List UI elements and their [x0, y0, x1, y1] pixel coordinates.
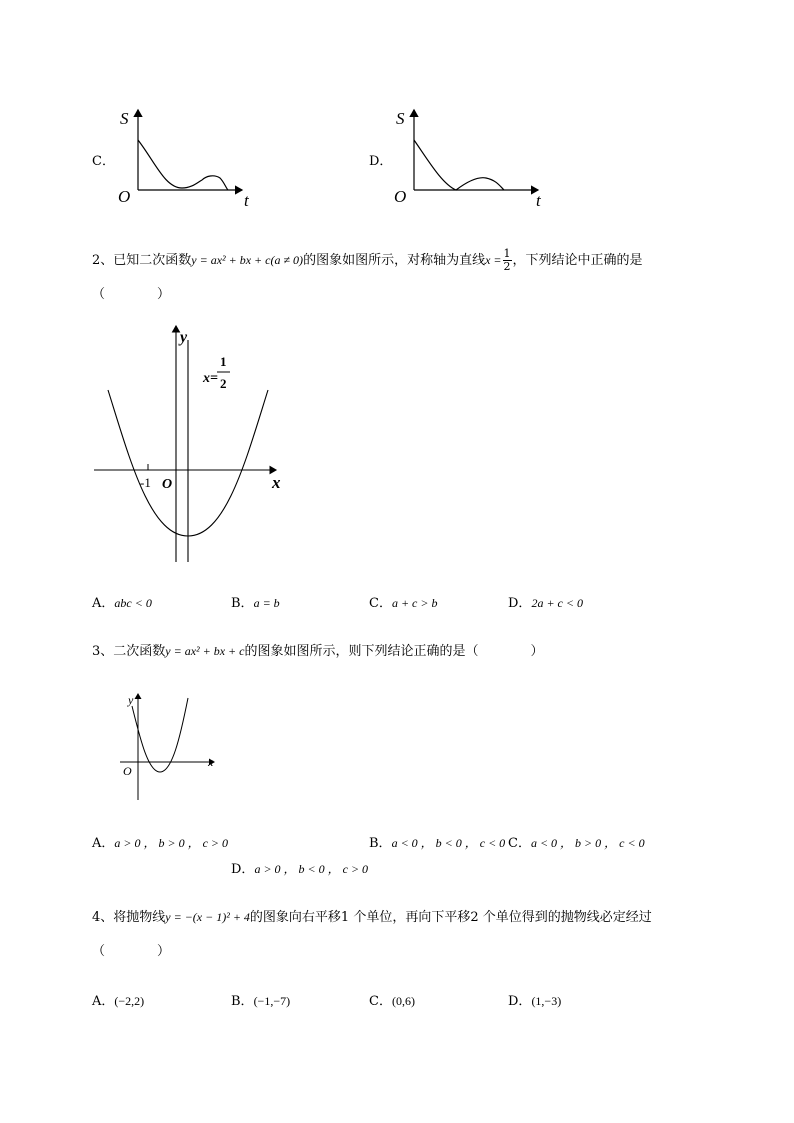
q2-option-d[interactable]	[508, 592, 583, 611]
option-d-label[interactable]: D．	[369, 154, 393, 169]
q4-option-d[interactable]	[508, 990, 561, 1009]
option-label: B．	[231, 596, 254, 611]
option-text: a + c > b	[391, 596, 438, 610]
q3-formula: y = ax² + bx + c	[165, 644, 245, 658]
x-axis-label: x	[208, 755, 214, 769]
curve-d	[414, 140, 504, 190]
origin-label: O	[162, 477, 173, 492]
option-text: 2a + c < 0	[531, 596, 583, 610]
option-label: C．	[508, 836, 531, 851]
origin-label: O	[394, 187, 407, 206]
option-label: A．	[92, 596, 115, 611]
option-text: a > 0 ， b < 0 ， c > 0	[254, 862, 369, 876]
q4-formula: y = −(x − 1)² + 4	[165, 910, 250, 924]
option-text: (−2,2)	[114, 994, 145, 1008]
t-axis-label: t	[244, 191, 249, 210]
q2-axis-eq: x =	[485, 253, 502, 267]
q2-option-a[interactable]	[92, 592, 152, 611]
q4-stem	[92, 906, 652, 925]
parabola	[132, 698, 188, 772]
q4-stem-suffix: 的图象向右平移1 个单位，再向下平移2 个单位得到的抛物线必定经过	[249, 910, 652, 925]
q4-option-b[interactable]	[231, 990, 290, 1009]
option-c-graph	[110, 102, 260, 210]
option-text: abc < 0	[114, 596, 152, 610]
option-text: (−1,−7)	[253, 994, 291, 1008]
option-d-graph	[386, 102, 546, 210]
option-label: B．	[231, 994, 254, 1009]
q2-stem	[92, 248, 643, 273]
sym-x-label: x=	[203, 371, 218, 386]
option-text: a < 0 ， b < 0 ， c < 0	[391, 836, 506, 850]
s-axis-label: S	[396, 109, 405, 128]
q2-formula: y = ax² + bx + c(a ≠ 0)	[191, 253, 304, 267]
option-label: D．	[508, 596, 532, 611]
q2-option-b[interactable]	[231, 592, 280, 611]
option-text: (0,6)	[391, 994, 415, 1008]
option-label: A．	[92, 994, 115, 1009]
option-label: C．	[369, 994, 392, 1009]
y-axis-label: y	[180, 329, 188, 346]
q2-stem-suffix: ，下列结论中正确的是	[512, 253, 643, 268]
q2-parabola-graph	[90, 320, 300, 570]
q3-stem	[92, 640, 544, 659]
option-text: a > 0 ， b > 0 ， c > 0	[114, 836, 229, 850]
q4-blank: （ ）	[92, 944, 171, 959]
q2-frac-den: 2	[503, 260, 511, 273]
sym-den: 2	[220, 376, 227, 391]
q3-parabola-graph	[118, 688, 228, 806]
neg-one-label: -1	[140, 475, 151, 490]
q2-blank: （ ）	[92, 287, 171, 302]
t-axis-label: t	[536, 191, 541, 210]
q2-option-c[interactable]	[369, 592, 437, 611]
sym-num: 1	[220, 354, 227, 369]
option-label: D．	[508, 994, 532, 1009]
q3-option-c[interactable]	[508, 832, 645, 851]
q3-stem-suffix: 的图象如图所示，则下列结论正确的是（ ）	[244, 644, 544, 659]
q2-stem-middle: 的图象如图所示，对称轴为直线	[303, 253, 486, 268]
q3-option-d[interactable]	[231, 858, 368, 877]
option-label: B．	[369, 836, 392, 851]
q3-option-a[interactable]	[92, 832, 228, 851]
q4-option-c[interactable]	[369, 990, 415, 1009]
q3-stem-prefix: 3、二次函数	[92, 644, 166, 659]
q2-stem-prefix: 2、已知二次函数	[92, 253, 192, 268]
origin-label: O	[118, 187, 131, 206]
x-axis-label: x	[272, 473, 281, 492]
option-label: A．	[92, 836, 115, 851]
option-text: a = b	[253, 596, 280, 610]
s-axis-label: S	[120, 109, 129, 128]
option-label: C．	[369, 596, 392, 611]
option-label: D．	[231, 862, 255, 877]
option-text: (1,−3)	[531, 994, 562, 1008]
y-axis-label: y	[128, 693, 134, 707]
q3-option-b[interactable]	[369, 832, 505, 851]
q2-fraction	[503, 248, 512, 273]
origin-label: O	[123, 764, 132, 778]
curve-c	[138, 140, 228, 190]
q2-frac-num: 1	[503, 247, 511, 260]
q4-option-a[interactable]	[92, 990, 144, 1009]
q4-stem-prefix: 4、将抛物线	[92, 910, 166, 925]
option-text: a < 0 ， b > 0 ， c < 0	[530, 836, 645, 850]
option-c-label[interactable]: C．	[92, 154, 115, 169]
